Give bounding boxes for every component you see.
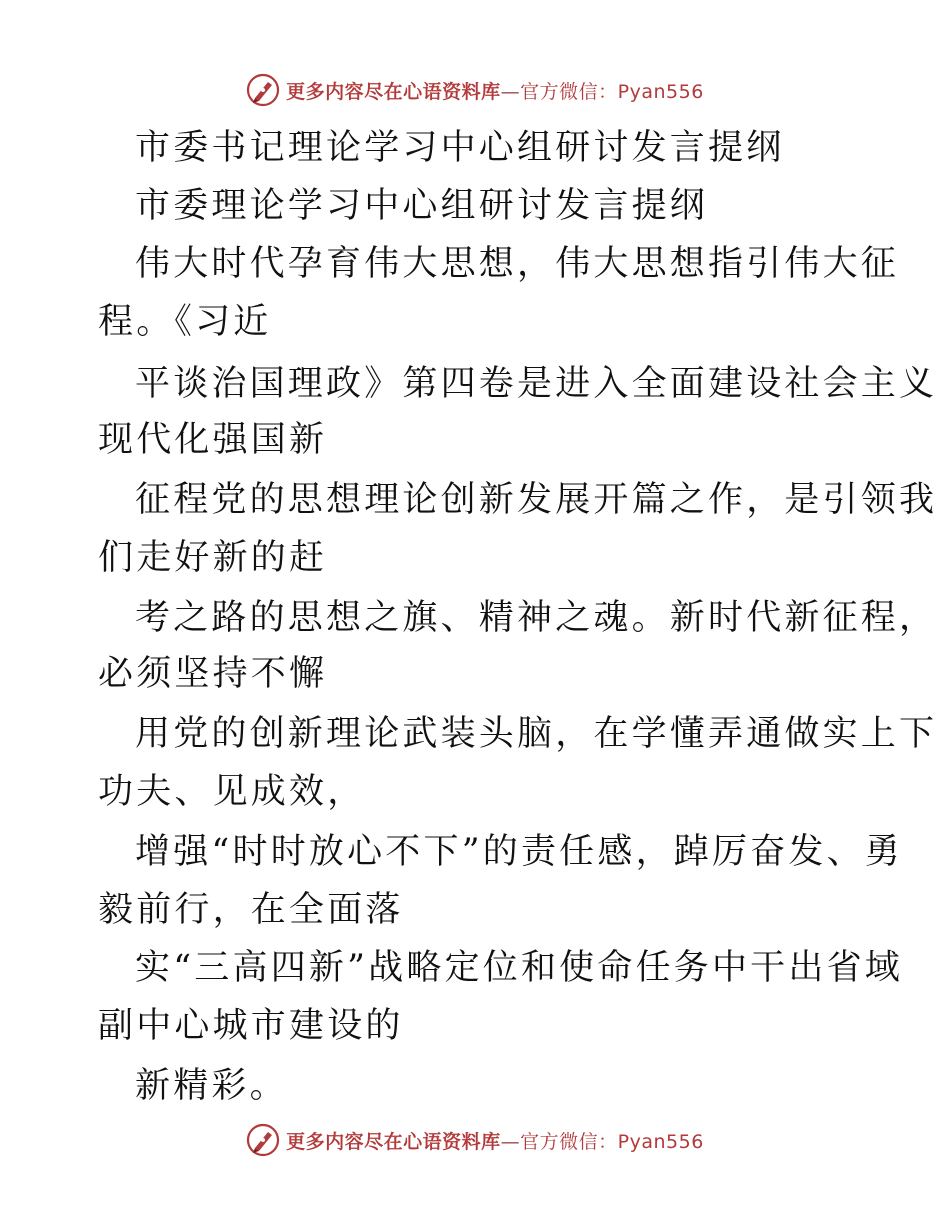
watermark-text: 更多内容尽在心语资料库—官方微信：Pyan556 [286,1130,704,1153]
paragraph-line: 伟大时代孕育伟大思想，伟大思想指引伟大征 [135,244,900,284]
paragraph-line: 功夫、见成效， [98,772,366,812]
watermark-banner-bottom [0,1118,950,1162]
paragraph-line: 必须坚持不懈 [98,654,328,694]
paragraph-line: 们走好新的赶 [98,538,328,578]
paragraph-line: 新精彩。 [135,1066,288,1106]
paragraph-line: 程。《习近 [98,302,272,342]
pen-logo-icon [246,1123,280,1157]
paragraph-line: 征程党的思想理论创新发展开篇之作，是引领我 [135,480,938,520]
document-subtitle: 市委理论学习中心组研讨发言提纲 [135,186,709,226]
paragraph-line: 考之路的思想之旗、精神之魂。新时代新征程， [135,598,938,638]
watermark-text: 更多内容尽在心语资料库—官方微信：Pyan556 [286,80,704,103]
paragraph-line: 毅前行，在全面落 [98,890,404,930]
document-title: 市委书记理论学习中心组研讨发言提纲 [135,128,785,168]
paragraph-line: 增强“时时放心不下”的责任感，踔厉奋发、勇 [135,832,903,872]
paragraph-line: 实“三高四新”战略定位和使命任务中干出省域 [135,948,903,988]
paragraph-line: 用党的创新理论武装头脑，在学懂弄通做实上下 [135,714,938,754]
paragraph-line: 现代化强国新 [98,420,328,460]
paragraph-line: 平谈治国理政》第四卷是进入全面建设社会主义 [135,364,938,404]
paragraph-line: 副中心城市建设的 [98,1006,404,1046]
